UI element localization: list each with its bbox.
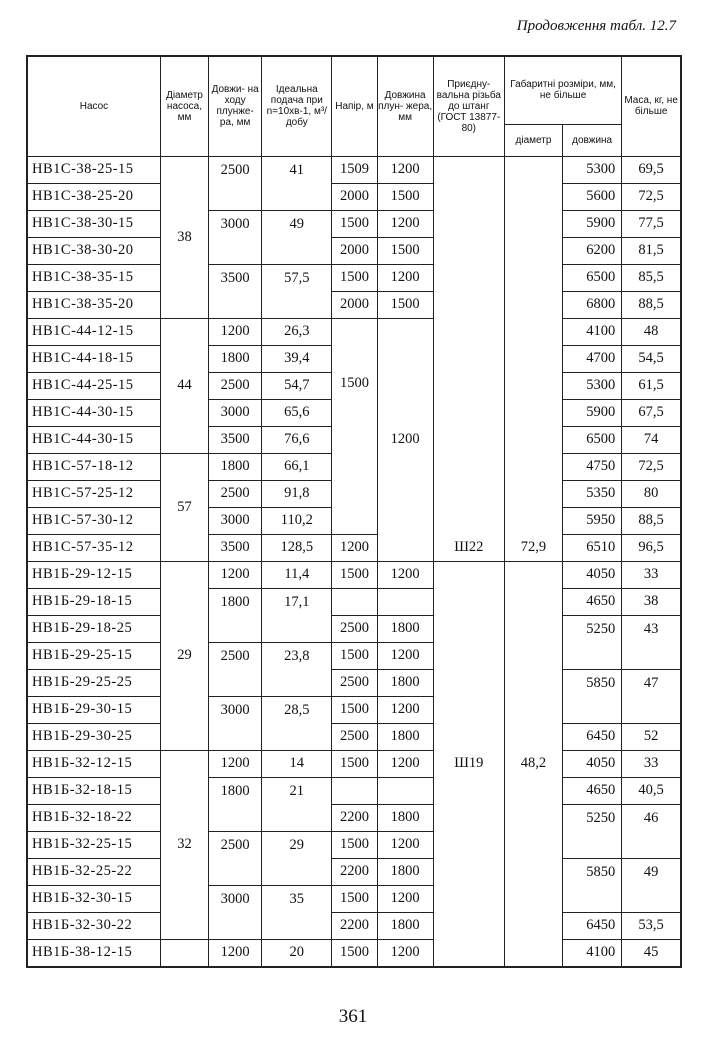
length-cell: 6450 [563, 723, 622, 750]
plunger-cell: 1200 [377, 939, 433, 967]
length-cell: 4100 [563, 318, 622, 345]
flow-cell: 29 [262, 831, 332, 885]
table-caption: Продовження табл. 12.7 [516, 18, 676, 34]
table-row [27, 534, 681, 561]
plunger-cell: 1500 [377, 291, 433, 318]
length-cell: 5600 [563, 183, 622, 210]
pump-name: НВ1С-44-30-15 [27, 426, 160, 453]
header-mass: Маса, кг, не більше [622, 56, 681, 156]
stroke-cell: 2500 [209, 372, 262, 399]
pump-name: НВ1С-44-12-15 [27, 318, 160, 345]
length-cell: 6200 [563, 237, 622, 264]
table-row [27, 615, 681, 642]
length-cell: 5250 [563, 804, 622, 858]
pump-name: НВ1С-38-35-20 [27, 291, 160, 318]
head-cell: 2000 [332, 291, 377, 318]
head-cell [332, 777, 377, 804]
flow-cell: 76,6 [262, 426, 332, 453]
stroke-cell: 3000 [209, 507, 262, 534]
header-stroke-length: Довжи- на ходу плунже- ра, мм [209, 56, 262, 156]
head-cell: 2000 [332, 237, 377, 264]
length-cell: 6450 [563, 912, 622, 939]
pump-name: НВ1Б-32-18-15 [27, 777, 160, 804]
mass-cell: 77,5 [622, 210, 681, 237]
head-cell: 2500 [332, 723, 377, 750]
flow-cell: 41 [262, 156, 332, 210]
plunger-cell: 1500 [377, 183, 433, 210]
mass-cell: 48 [622, 318, 681, 345]
table-row [27, 939, 681, 967]
flow-cell: 66,1 [262, 453, 332, 480]
mass-cell: 54,5 [622, 345, 681, 372]
head-cell: 1500 [332, 264, 377, 291]
length-cell: 5950 [563, 507, 622, 534]
plunger-cell: 1800 [377, 912, 433, 939]
table-row [27, 588, 681, 615]
pump-diameter-cell: 44 [160, 318, 208, 453]
pump-name: НВ1Б-32-25-22 [27, 858, 160, 885]
page-number: 361 [338, 1006, 368, 1027]
stroke-cell: 1200 [209, 561, 262, 588]
head-cell: 1500 [332, 561, 377, 588]
head-cell: 1500 [332, 318, 377, 534]
stroke-cell: 1800 [209, 345, 262, 372]
flow-cell: 21 [262, 777, 332, 831]
plunger-cell: 1200 [377, 642, 433, 669]
plunger-cell [377, 777, 433, 804]
head-cell: 2200 [332, 858, 377, 885]
length-cell: 5350 [563, 480, 622, 507]
length-cell: 6510 [563, 534, 622, 561]
stroke-cell: 1800 [209, 453, 262, 480]
table-row [27, 669, 681, 696]
header-dims-length: довжина [563, 124, 622, 156]
pump-diameter-cell [160, 939, 208, 967]
stroke-cell: 3000 [209, 399, 262, 426]
head-cell: 1500 [332, 750, 377, 777]
length-cell: 4100 [563, 939, 622, 967]
plunger-cell: 1800 [377, 615, 433, 642]
plunger-cell: 1200 [377, 831, 433, 858]
flow-cell: 23,8 [262, 642, 332, 696]
head-cell: 1500 [332, 210, 377, 237]
plunger-cell: 1800 [377, 804, 433, 831]
pump-name: НВ1Б-29-30-15 [27, 696, 160, 723]
length-cell: 4650 [563, 777, 622, 804]
pump-name: НВ1С-44-30-15 [27, 399, 160, 426]
head-cell: 1500 [332, 831, 377, 858]
mass-cell: 67,5 [622, 399, 681, 426]
pump-name: НВ1С-44-18-15 [27, 345, 160, 372]
pump-name: НВ1Б-29-12-15 [27, 561, 160, 588]
table-row [27, 750, 681, 777]
pump-name: НВ1С-57-18-12 [27, 453, 160, 480]
table-row [27, 237, 681, 264]
mass-cell: 49 [622, 858, 681, 912]
mass-cell: 81,5 [622, 237, 681, 264]
mass-cell: 46 [622, 804, 681, 858]
mass-cell: 52 [622, 723, 681, 750]
mass-cell: 33 [622, 561, 681, 588]
stroke-cell: 3500 [209, 264, 262, 318]
header-dimensions: Габаритні розміри, мм, не більше [504, 56, 621, 124]
table-row [27, 291, 681, 318]
stroke-cell: 1200 [209, 318, 262, 345]
length-cell: 5900 [563, 210, 622, 237]
mass-cell: 72,5 [622, 453, 681, 480]
flow-cell: 128,5 [262, 534, 332, 561]
pump-name: НВ1С-38-25-15 [27, 156, 160, 183]
mass-cell: 96,5 [622, 534, 681, 561]
stroke-cell: 2500 [209, 831, 262, 885]
mass-cell: 85,5 [622, 264, 681, 291]
mass-cell: 45 [622, 939, 681, 967]
mass-cell: 40,5 [622, 777, 681, 804]
table-row [27, 804, 681, 831]
table-row [27, 777, 681, 804]
pump-name: НВ1Б-32-12-15 [27, 750, 160, 777]
plunger-cell: 1200 [377, 696, 433, 723]
pump-name: НВ1Б-32-30-15 [27, 885, 160, 912]
head-cell: 1500 [332, 885, 377, 912]
header-head: Напір, м [332, 56, 377, 156]
plunger-cell: 1200 [377, 210, 433, 237]
mass-cell: 33 [622, 750, 681, 777]
mass-cell: 53,5 [622, 912, 681, 939]
length-cell: 5850 [563, 858, 622, 912]
plunger-cell: 1200 [377, 156, 433, 183]
pump-name: НВ1С-57-25-12 [27, 480, 160, 507]
length-cell: 5900 [563, 399, 622, 426]
head-cell: 2200 [332, 804, 377, 831]
stroke-cell: 3000 [209, 210, 262, 264]
length-cell: 4050 [563, 561, 622, 588]
header-ideal-flow: Ідеальна подача при n=10хв-1, м³/добу [262, 56, 332, 156]
head-cell: 1500 [332, 696, 377, 723]
stroke-cell: 3500 [209, 426, 262, 453]
table-row [27, 561, 681, 588]
stroke-cell: 3000 [209, 696, 262, 750]
table-row [27, 210, 681, 237]
header-pump-diameter: Діаметр насоса, мм [160, 56, 208, 156]
length-cell: 6800 [563, 291, 622, 318]
header-pump: Насос [27, 56, 160, 156]
header-plunger-length: Довжина плун- жера, мм [377, 56, 433, 156]
outer-diameter-cell: 72,9 [504, 156, 562, 561]
flow-cell: 20 [262, 939, 332, 967]
pump-specs-table [26, 55, 682, 968]
header-thread: Приєдну- вальна різьба до штанг (ГОСТ 13877-80) [433, 56, 504, 156]
plunger-cell: 1200 [377, 750, 433, 777]
mass-cell: 47 [622, 669, 681, 723]
flow-cell: 26,3 [262, 318, 332, 345]
plunger-cell [377, 588, 433, 615]
mass-cell: 74 [622, 426, 681, 453]
plunger-cell: 1800 [377, 723, 433, 750]
pump-diameter-cell: 32 [160, 750, 208, 939]
length-cell: 6500 [563, 426, 622, 453]
table-row [27, 912, 681, 939]
table-row [27, 858, 681, 885]
plunger-cell: 1200 [377, 561, 433, 588]
pump-diameter-cell: 29 [160, 561, 208, 750]
head-cell [332, 588, 377, 615]
table-row [27, 723, 681, 750]
flow-cell: 35 [262, 885, 332, 939]
thread-cell: Ш22 [433, 156, 504, 561]
flow-cell: 28,5 [262, 696, 332, 750]
head-cell: 2500 [332, 669, 377, 696]
pump-name: НВ1Б-32-30-22 [27, 912, 160, 939]
flow-cell: 11,4 [262, 561, 332, 588]
flow-cell: 54,7 [262, 372, 332, 399]
mass-cell: 88,5 [622, 507, 681, 534]
mass-cell: 38 [622, 588, 681, 615]
stroke-cell: 1200 [209, 939, 262, 967]
pump-name: НВ1Б-32-25-15 [27, 831, 160, 858]
mass-cell: 72,5 [622, 183, 681, 210]
head-cell: 2000 [332, 183, 377, 210]
stroke-cell: 2500 [209, 156, 262, 210]
stroke-cell: 1800 [209, 777, 262, 831]
length-cell: 4700 [563, 345, 622, 372]
stroke-cell: 3500 [209, 534, 262, 561]
pump-name: НВ1С-57-30-12 [27, 507, 160, 534]
pump-name: НВ1Б-29-18-25 [27, 615, 160, 642]
length-cell: 4750 [563, 453, 622, 480]
length-cell: 5300 [563, 372, 622, 399]
length-cell: 4650 [563, 588, 622, 615]
flow-cell: 110,2 [262, 507, 332, 534]
flow-cell: 17,1 [262, 588, 332, 642]
stroke-cell: 1200 [209, 750, 262, 777]
flow-cell: 14 [262, 750, 332, 777]
pump-name: НВ1Б-29-30-25 [27, 723, 160, 750]
plunger-cell: 1800 [377, 669, 433, 696]
mass-cell: 80 [622, 480, 681, 507]
mass-cell: 69,5 [622, 156, 681, 183]
head-cell: 1200 [332, 534, 377, 561]
length-cell: 5850 [563, 669, 622, 723]
pump-name: НВ1С-38-30-20 [27, 237, 160, 264]
mass-cell: 43 [622, 615, 681, 669]
pump-name: НВ1С-44-25-15 [27, 372, 160, 399]
pump-name: НВ1С-57-35-12 [27, 534, 160, 561]
flow-cell: 39,4 [262, 345, 332, 372]
head-cell: 2500 [332, 615, 377, 642]
head-cell: 1500 [332, 642, 377, 669]
stroke-cell: 2500 [209, 642, 262, 696]
stroke-cell: 1800 [209, 588, 262, 642]
pump-name: НВ1Б-32-18-22 [27, 804, 160, 831]
table-row [27, 318, 681, 345]
pump-name: НВ1Б-29-25-25 [27, 669, 160, 696]
head-cell: 1509 [332, 156, 377, 183]
thread-cell: Ш19 [433, 561, 504, 967]
plunger-cell: 1200 [377, 264, 433, 291]
flow-cell: 57,5 [262, 264, 332, 318]
pump-name: НВ1С-38-35-15 [27, 264, 160, 291]
length-cell: 6500 [563, 264, 622, 291]
outer-diameter-cell: 48,2 [504, 561, 562, 967]
pump-name: НВ1С-38-30-15 [27, 210, 160, 237]
pump-diameter-cell: 57 [160, 453, 208, 561]
plunger-cell: 1500 [377, 237, 433, 264]
plunger-cell: 1800 [377, 858, 433, 885]
head-cell: 2200 [332, 912, 377, 939]
flow-cell: 65,6 [262, 399, 332, 426]
pump-name: НВ1Б-29-25-15 [27, 642, 160, 669]
pump-name: НВ1С-38-25-20 [27, 183, 160, 210]
pump-diameter-cell: 38 [160, 156, 208, 318]
head-cell: 1500 [332, 939, 377, 967]
table-row [27, 183, 681, 210]
plunger-cell: 1200 [377, 885, 433, 912]
stroke-cell: 3000 [209, 885, 262, 939]
pump-name: НВ1Б-29-18-15 [27, 588, 160, 615]
mass-cell: 61,5 [622, 372, 681, 399]
table-row [27, 156, 681, 183]
mass-cell: 88,5 [622, 291, 681, 318]
header-dims-diameter: діаметр [504, 124, 562, 156]
stroke-cell: 2500 [209, 480, 262, 507]
table-row [27, 264, 681, 291]
pump-name: НВ1Б-38-12-15 [27, 939, 160, 967]
flow-cell: 91,8 [262, 480, 332, 507]
length-cell: 5250 [563, 615, 622, 669]
length-cell: 4050 [563, 750, 622, 777]
flow-cell: 49 [262, 210, 332, 264]
length-cell: 5300 [563, 156, 622, 183]
plunger-cell: 1200 [377, 318, 433, 561]
